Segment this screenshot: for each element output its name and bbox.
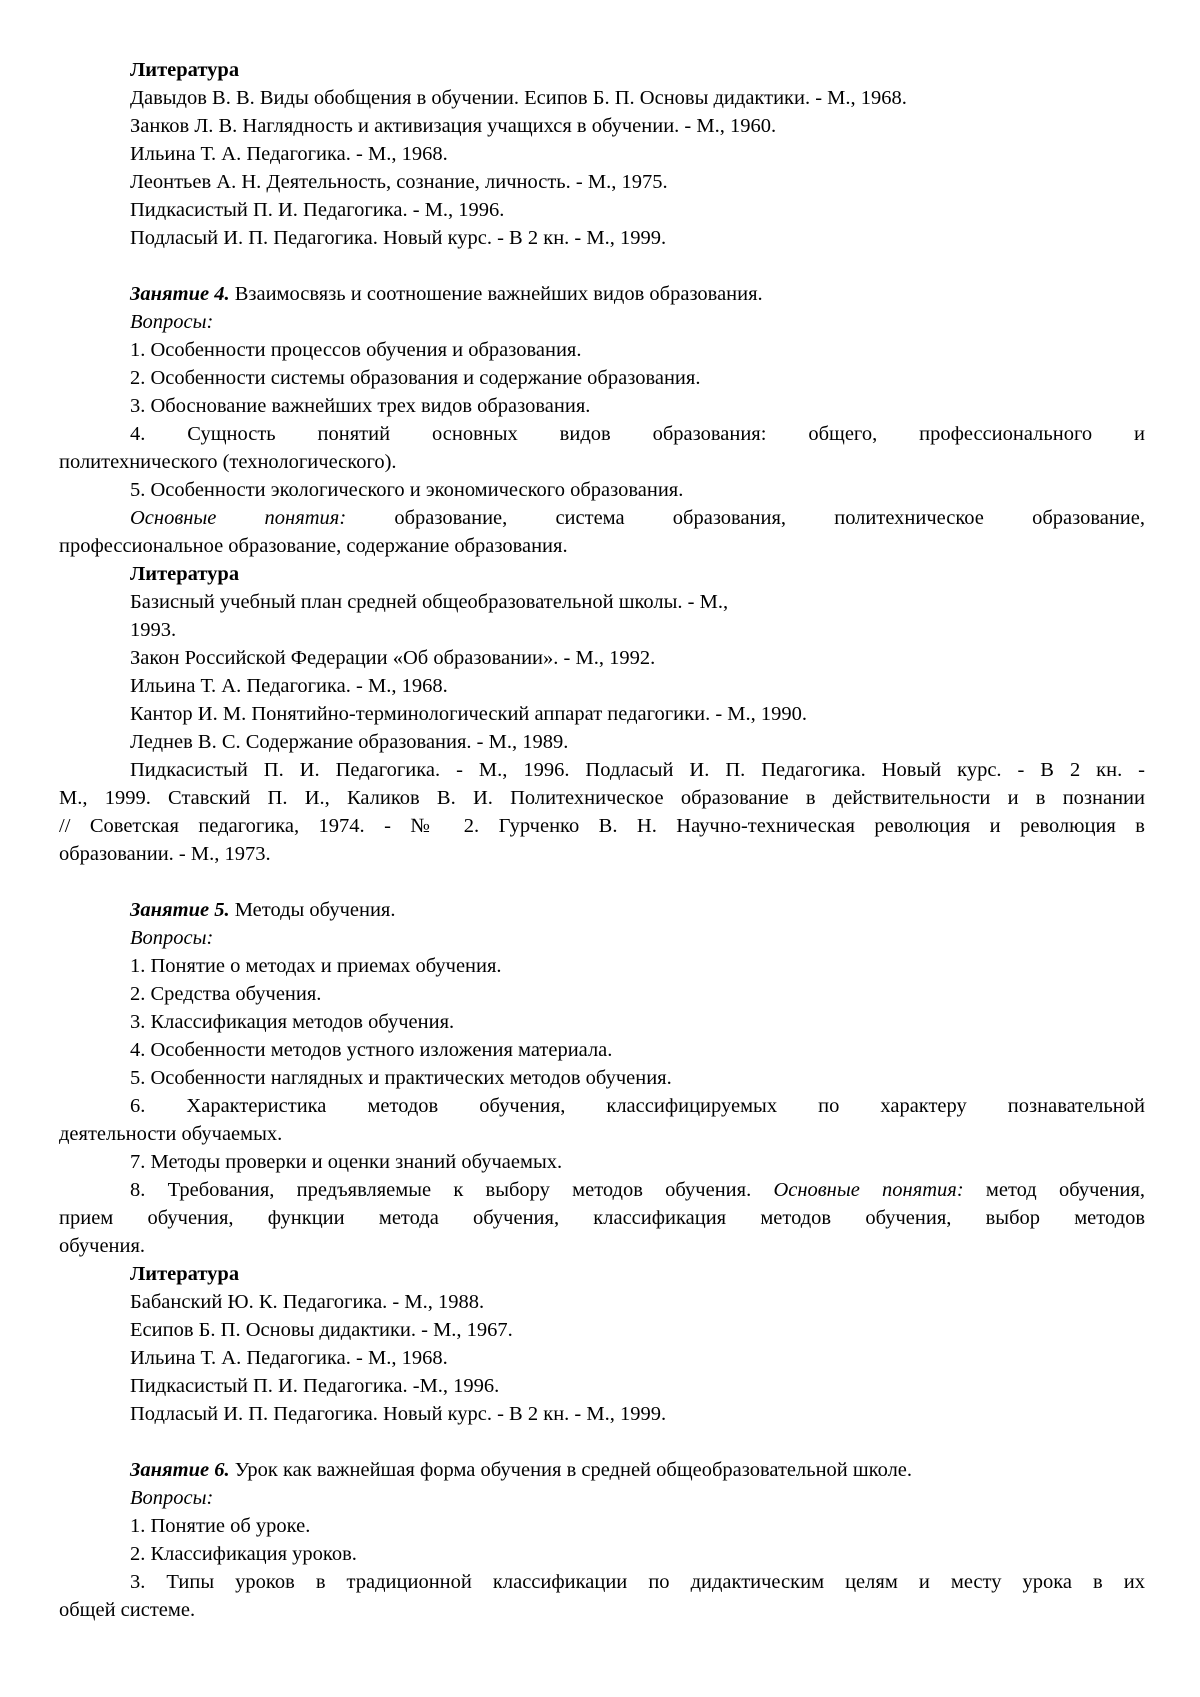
question-item: 3. Классификация методов обучения. bbox=[130, 1011, 455, 1033]
key-concepts-text: образование, система образования, политехническое образование, bbox=[346, 507, 1146, 529]
question-item: 2. Особенности системы образования и содержание образования. bbox=[130, 367, 701, 389]
literature-item: Леднев В. С. Содержание образования. - М., 1989. bbox=[130, 731, 569, 753]
literature-item: Подласый И. П. Педагогика. Новый курс. - В 2 кн. - М., 1999. bbox=[130, 227, 667, 249]
questions-label: Вопросы: bbox=[130, 1487, 214, 1509]
lesson-label: Занятие 6. bbox=[130, 1459, 230, 1481]
questions-label: Вопросы: bbox=[130, 311, 214, 333]
key-concepts-continuation: обучения. bbox=[59, 1235, 146, 1257]
question-item: 1. Особенности процессов обучения и образования. bbox=[130, 339, 582, 361]
spacer bbox=[59, 868, 1145, 896]
literature-item: Пидкасистый П. И. Педагогика. -М., 1996. bbox=[130, 1375, 500, 1397]
literature-heading: Литература bbox=[130, 1263, 240, 1285]
literature-item: Занков Л. В. Наглядность и активизация учащихся в обучении. - М., 1960. bbox=[130, 115, 777, 137]
question-item: 2. Средства обучения. bbox=[130, 983, 322, 1005]
question-item: 1. Понятие о методах и приемах обучения. bbox=[130, 955, 502, 977]
literature-item-continuation: М., 1999. Ставский П. И., Каликов В. И. Политехническое образование в действительности и в познании bbox=[59, 787, 1145, 809]
literature-item: Есипов Б. П. Основы дидактики. - М., 1967. bbox=[130, 1319, 513, 1341]
question-text: 8. Требования, предъявляемые к выбору методов обучения. bbox=[130, 1179, 774, 1201]
literature-item: Базисный учебный план средней общеобразовательной школы. - М., bbox=[130, 591, 729, 613]
lesson-title-text: Урок как важнейшая форма обучения в средней общеобразовательной школе. bbox=[229, 1459, 913, 1481]
literature-item: Ильина Т. А. Педагогика. - М., 1968. bbox=[130, 143, 448, 165]
question-item: 2. Классификация уроков. bbox=[130, 1543, 357, 1565]
question-item bbox=[59, 1176, 1145, 1204]
question-item-continuation: деятельности обучаемых. bbox=[59, 1123, 283, 1145]
spacer bbox=[59, 252, 1145, 280]
literature-item: Ильина Т. А. Педагогика. - М., 1968. bbox=[130, 675, 448, 697]
question-item: 6. Характеристика методов обучения, классифицируемых по характеру познавательной bbox=[130, 1095, 1145, 1117]
literature-item: Пидкасистый П. И. Педагогика. - М., 1996. Подласый И. П. Педагогика. Новый курс. - В 2 кн. - bbox=[130, 759, 1145, 781]
literature-item: Закон Российской Федерации «Об образовании». - М., 1992. bbox=[130, 647, 656, 669]
spacer bbox=[59, 1428, 1145, 1456]
question-item: 3. Типы уроков в традиционной классификации по дидактическим целям и месту урока в их bbox=[130, 1571, 1145, 1593]
literature-item: Пидкасистый П. И. Педагогика. - М., 1996. bbox=[130, 199, 505, 221]
question-item: 3. Обоснование важнейших трех видов образования. bbox=[130, 395, 591, 417]
questions-label: Вопросы: bbox=[130, 927, 214, 949]
question-item-continuation: политехнического (технологического). bbox=[59, 451, 397, 473]
literature-item: Подласый И. П. Педагогика. Новый курс. - В 2 кн. - М., 1999. bbox=[130, 1403, 667, 1425]
key-concepts-continuation: прием обучения, функции метода обучения, классификация методов обучения, выбор методов bbox=[59, 1207, 1145, 1229]
literature-item: Бабанский Ю. К. Педагогика. - М., 1988. bbox=[130, 1291, 485, 1313]
literature-item: Кантор И. М. Понятийно-терминологический аппарат педагогики. - М., 1990. bbox=[130, 703, 808, 725]
key-concepts-label: Основные понятия: bbox=[130, 507, 347, 529]
lesson-label: Занятие 4. bbox=[130, 283, 230, 305]
question-item: 1. Понятие об уроке. bbox=[130, 1515, 311, 1537]
question-item: 4. Особенности методов устного изложения материала. bbox=[130, 1039, 613, 1061]
literature-item: Давыдов В. В. Виды обобщения в обучении. Есипов Б. П. Основы дидактики. - М., 1968. bbox=[130, 87, 907, 109]
key-concepts-label: Основные понятия: bbox=[773, 1179, 964, 1201]
question-item: 5. Особенности экологического и экономического образования. bbox=[130, 479, 684, 501]
key-concepts-text: метод обучения, bbox=[963, 1179, 1146, 1201]
key-concepts-continuation: профессиональное образование, содержание образования. bbox=[59, 535, 568, 557]
literature-item-continuation: образовании. - М., 1973. bbox=[59, 843, 271, 865]
literature-item-continuation: // Советская педагогика, 1974. - № 2. Гурченко В. Н. Научно-техническая революция и революция в bbox=[59, 815, 1145, 837]
literature-item: Ильина Т. А. Педагогика. - М., 1968. bbox=[130, 1347, 448, 1369]
lesson-5-title bbox=[59, 896, 1145, 924]
key-concepts bbox=[59, 504, 1145, 532]
literature-item: 1993. bbox=[130, 619, 177, 641]
question-item: 4. Сущность понятий основных видов образования: общего, профессионального и bbox=[130, 423, 1145, 445]
lesson-title-text: Взаимосвязь и соотношение важнейших видов образования. bbox=[229, 283, 763, 305]
question-item: 7. Методы проверки и оценки знаний обучаемых. bbox=[130, 1151, 563, 1173]
literature-heading: Литература bbox=[130, 59, 240, 81]
lesson-6-title bbox=[59, 1456, 1145, 1484]
question-item: 5. Особенности наглядных и практических методов обучения. bbox=[130, 1067, 672, 1089]
lesson-label: Занятие 5. bbox=[130, 899, 230, 921]
literature-item: Леонтьев А. Н. Деятельность, сознание, личность. - М., 1975. bbox=[130, 171, 668, 193]
question-item-continuation: общей системе. bbox=[59, 1599, 196, 1621]
lesson-4-title bbox=[59, 280, 1145, 308]
lesson-title-text: Методы обучения. bbox=[229, 899, 396, 921]
literature-heading: Литература bbox=[130, 563, 240, 585]
